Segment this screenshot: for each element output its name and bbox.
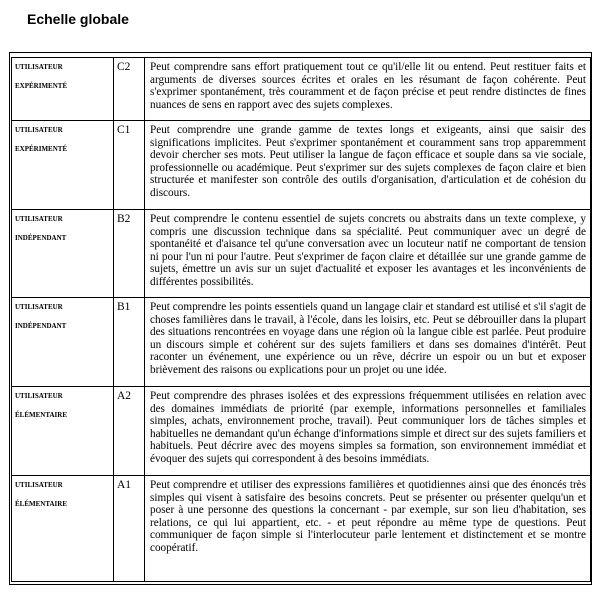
table-row: [12, 58, 591, 121]
user-category: EXPÉRIMENTÉ: [15, 82, 68, 90]
user-label: UTILISATEUR: [15, 63, 63, 71]
user-category: INDÉPENDANT: [15, 234, 67, 242]
description-cell: Peut comprendre le contenu essentiel de sujets concrets ou abstraits dans un texte complexe, y compris une discussion technique dans sa spécialité. Peut communiquer avec un degré de spontanéité et d'aisance tel qu'une conversation avec un locuteur natif ne comportant de tension ni pour l'un ni pour l'autre. Peut s'exprimer de façon claire et détaillée sur une grande gamme de sujets, émettre un avis sur un sujet d'actualité et exposer les avantages et les inconvénients de différentes possibilités.: [145, 210, 591, 298]
table-row: [12, 387, 591, 476]
level-cell: A2: [114, 387, 145, 476]
user-cell: [12, 298, 114, 387]
user-cell: [12, 210, 114, 298]
user-label: UTILISATEUR: [15, 392, 63, 400]
table-row: [12, 298, 591, 387]
level-cell: C2: [114, 58, 145, 121]
user-cell: [12, 476, 114, 582]
user-category: EXPÉRIMENTÉ: [15, 145, 68, 153]
level-cell: A1: [114, 476, 145, 582]
table-row: [12, 210, 591, 298]
user-category: ÉLÉMENTAIRE: [15, 411, 67, 419]
user-label: UTILISATEUR: [15, 126, 63, 134]
description-cell: Peut comprendre une grande gamme de textes longs et exigeants, ainsi que saisir des significations implicites. Peut s'exprimer spontanément et couramment sans trop apparemment devoir chercher ses mots. Peut utiliser la langue de façon efficace et souple dans sa vie sociale, professionnelle ou académique. Peut s'exprimer sur des sujets complexes de façon claire et bien structurée et manifester son contrôle des outils d'organisation, d'articulation et de cohésion du discours.: [145, 121, 591, 210]
description-cell: Peut comprendre les points essentiels quand un langage clair et standard est utilisé et s'il s'agit de choses familières dans le travail, à l'école, dans les loisirs, etc. Peut se débrouiller dans la plupart des situations rencontrées en voyage dans une région où la langue cible est parlée. Peut produire un discours simple et cohérent sur des sujets familiers et dans ses domaines d'intérêt. Peut raconter un événement, une expérience ou un rêve, décrire un espoir ou un but et exposer brièvement des raisons ou explications pour un projet ou une idée.: [145, 298, 591, 387]
description-cell: Peut comprendre des phrases isolées et des expressions fréquemment utilisées en relation avec des domaines immédiats de priorité (par exemple, informations personnelles et familiales simples, achats, environnement proche, travail). Peut communiquer lors de tâches simples et habituelles ne demandant qu'un échange d'informations simple et direct sur des sujets familiers et habituels. Peut décrire avec des moyens simples sa formation, son environnement immédiat et évoquer des sujets qui correspondent à des besoins immédiats.: [145, 387, 591, 476]
user-cell: [12, 58, 114, 121]
level-cell: B2: [114, 210, 145, 298]
user-label: UTILISATEUR: [15, 481, 63, 489]
description-cell: Peut comprendre et utiliser des expressions familières et quotidiennes ainsi que des énoncés très simples qui visent à satisfaire des besoins concrets. Peut se présenter ou présenter quelqu'un et poser à une personne des questions la concernant - par exemple, sur son lieu d'habitation, ses relations, ce qui lui appartient, etc. - et peut répondre au même type de questions. Peut communiquer de façon simple si l'interlocuteur parle lentement et distinctement et se montre coopératif.: [145, 476, 591, 582]
user-category: INDÉPENDANT: [15, 322, 67, 330]
user-cell: [12, 387, 114, 476]
user-cell: [12, 121, 114, 210]
user-label: UTILISATEUR: [15, 215, 63, 223]
table-row: [12, 121, 591, 210]
page-title: Echelle globale: [27, 11, 129, 27]
level-cell: B1: [114, 298, 145, 387]
user-label: UTILISATEUR: [15, 303, 63, 311]
table-row: [12, 476, 591, 582]
level-cell: C1: [114, 121, 145, 210]
user-category: ÉLÉMENTAIRE: [15, 500, 67, 508]
description-cell: Peut comprendre sans effort pratiquement tout ce qu'il/elle lit ou entend. Peut restituer faits et arguments de diverses sources écrites et orales en les résumant de façon cohérente. Peut s'exprimer spontanément, très couramment et de façon précise et peut rendre distinctes de fines nuances de sens en rapport avec des sujets complexes.: [145, 58, 591, 121]
scale-table: [11, 57, 591, 582]
